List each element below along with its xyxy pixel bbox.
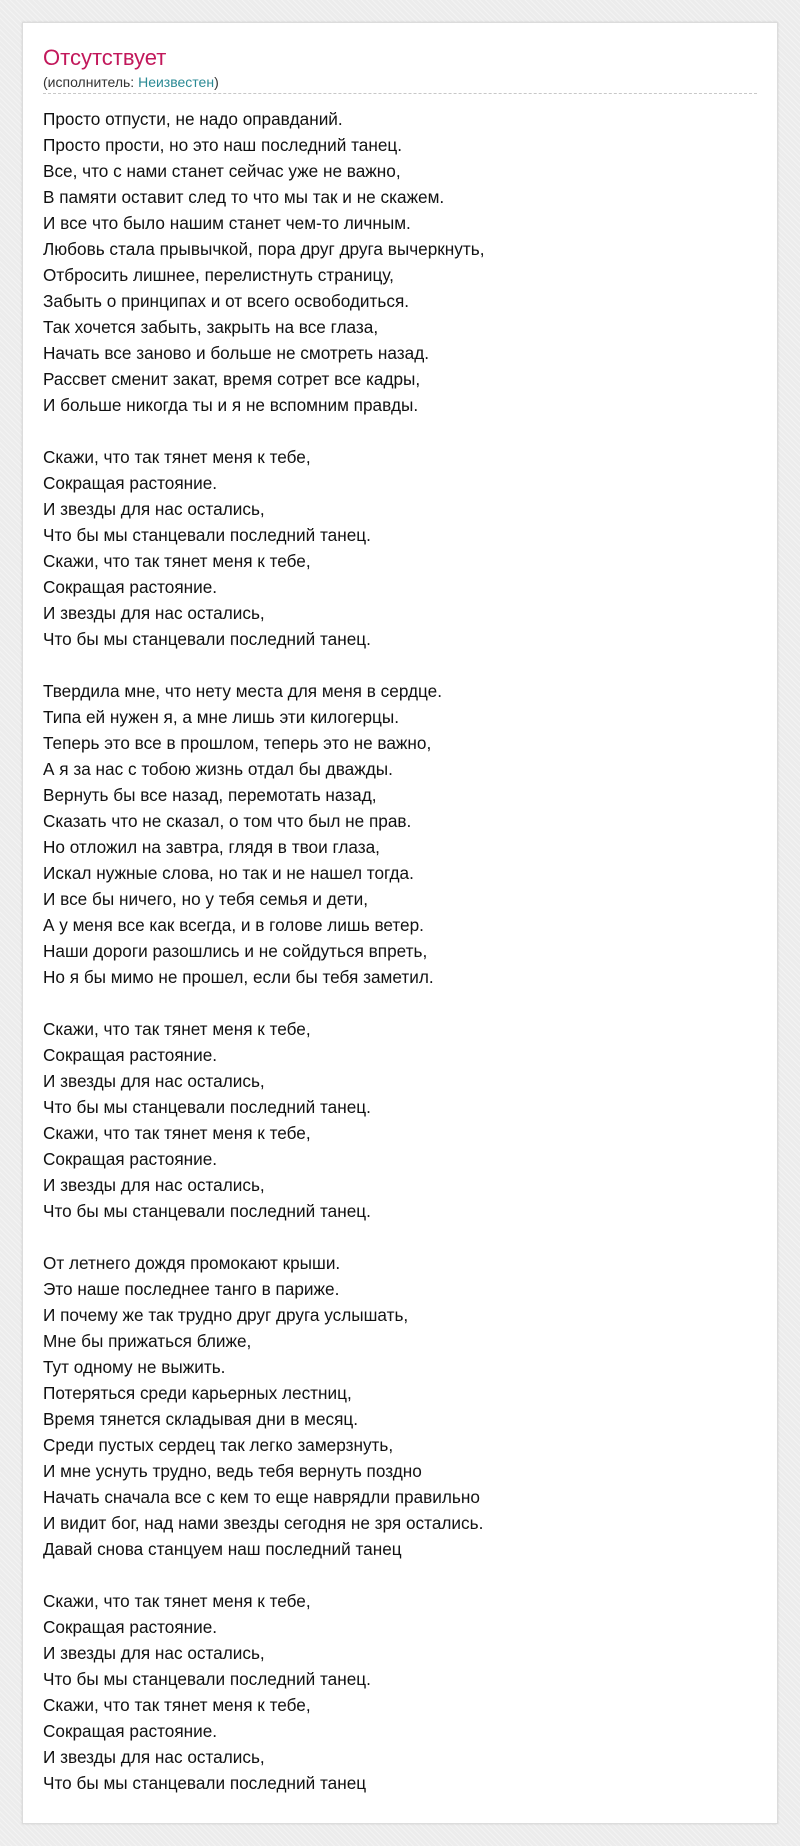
lyric-line: И звезды для нас остались, bbox=[43, 1643, 265, 1663]
lyric-line: Все, что с нами станет сейчас уже не важно, bbox=[43, 161, 401, 181]
lyrics-body bbox=[43, 106, 757, 1796]
lyrics-stanza bbox=[43, 1016, 757, 1224]
lyric-line: Что бы мы станцевали последний танец. bbox=[43, 1097, 371, 1117]
lyric-line: Что бы мы станцевали последний танец. bbox=[43, 1201, 371, 1221]
lyric-line: Сокращая растояние. bbox=[43, 473, 218, 493]
lyric-line: Мне бы прижаться ближе, bbox=[43, 1331, 252, 1351]
lyrics-stanza bbox=[43, 678, 757, 990]
artist-line bbox=[43, 73, 757, 94]
lyric-line: А я за нас с тобою жизнь отдал бы дважды. bbox=[43, 759, 393, 779]
lyric-line: Рассвет сменит закат, время сотрет все кадры, bbox=[43, 369, 421, 389]
lyric-line: И почему же так трудно друг друга услышать, bbox=[43, 1305, 409, 1325]
lyric-line: Время тянется складывая дни в месяц. bbox=[43, 1409, 359, 1429]
lyric-line: Теперь это все в прошлом, теперь это не важно, bbox=[43, 733, 432, 753]
lyric-line: Это наше последнее танго в париже. bbox=[43, 1279, 340, 1299]
lyric-line: Что бы мы станцевали последний танец bbox=[43, 1773, 367, 1793]
lyric-line: Давай снова станцуем наш последний танец bbox=[43, 1539, 402, 1559]
lyric-line: Сокращая растояние. bbox=[43, 1149, 218, 1169]
lyric-line: И звезды для нас остались, bbox=[43, 1747, 265, 1767]
lyric-line: Потеряться среди карьерных лестниц, bbox=[43, 1383, 352, 1403]
lyric-line: От летнего дождя промокают крыши. bbox=[43, 1253, 341, 1273]
lyric-line: Тут одному не выжить. bbox=[43, 1357, 226, 1377]
lyric-line: Скажи, что так тянет меня к тебе, bbox=[43, 1019, 311, 1039]
lyric-line: А у меня все как всегда, и в голове лишь ветер. bbox=[43, 915, 424, 935]
artist-link[interactable]: Неизвестен bbox=[138, 74, 215, 90]
lyric-line: И все бы ничего, но у тебя семья и дети, bbox=[43, 889, 369, 909]
lyric-line: Отбросить лишнее, перелистнуть страницу, bbox=[43, 265, 394, 285]
lyric-line: Вернуть бы все назад, перемотать назад, bbox=[43, 785, 377, 805]
lyric-line: Скажи, что так тянет меня к тебе, bbox=[43, 551, 311, 571]
lyric-line: Твердила мне, что нету места для меня в сердце. bbox=[43, 681, 443, 701]
lyric-line: Но я бы мимо не прошел, если бы тебя заметил. bbox=[43, 967, 434, 987]
lyric-line: Что бы мы станцевали последний танец. bbox=[43, 1669, 371, 1689]
lyric-line: И звезды для нас остались, bbox=[43, 1175, 265, 1195]
lyric-line: И видит бог, над нами звезды сегодня не зря остались. bbox=[43, 1513, 484, 1533]
lyrics-stanza bbox=[43, 106, 757, 418]
lyric-line: Скажи, что так тянет меня к тебе, bbox=[43, 447, 311, 467]
lyric-line: Любовь стала прывычкой, пора друг друга вычеркнуть, bbox=[43, 239, 485, 259]
lyric-line: Сокращая растояние. bbox=[43, 1045, 218, 1065]
lyric-line: Забыть о принципах и от всего освободиться. bbox=[43, 291, 410, 311]
lyric-line: Скажи, что так тянет меня к тебе, bbox=[43, 1695, 311, 1715]
lyric-line: И мне уснуть трудно, ведь тебя вернуть поздно bbox=[43, 1461, 422, 1481]
lyrics-stanza bbox=[43, 1588, 757, 1796]
lyric-line: Что бы мы станцевали последний танец. bbox=[43, 629, 371, 649]
lyric-line: И больше никогда ты и я не вспомним правды. bbox=[43, 395, 419, 415]
artist-prefix: (исполнитель: bbox=[43, 74, 139, 90]
lyrics-stanza bbox=[43, 1250, 757, 1562]
lyric-line: Типа ей нужен я, а мне лишь эти килогерцы. bbox=[43, 707, 400, 727]
lyric-line: Искал нужные слова, но так и не нашел тогда. bbox=[43, 863, 414, 883]
lyric-line: Что бы мы станцевали последний танец. bbox=[43, 525, 371, 545]
lyric-line: Просто отпусти, не надо оправданий. bbox=[43, 109, 343, 129]
lyric-line: И звезды для нас остались, bbox=[43, 499, 265, 519]
lyric-line: Сокращая растояние. bbox=[43, 1721, 218, 1741]
lyric-line: И все что было нашим станет чем-то личным. bbox=[43, 213, 411, 233]
lyric-line: Начать сначала все с кем то еще наврядли правильно bbox=[43, 1487, 480, 1507]
lyric-line: Сокращая растояние. bbox=[43, 1617, 218, 1637]
lyric-line: Среди пустых сердец так легко замерзнуть, bbox=[43, 1435, 394, 1455]
lyric-line: Сказать что не сказал, о том что был не прав. bbox=[43, 811, 412, 831]
lyric-line: Скажи, что так тянет меня к тебе, bbox=[43, 1123, 311, 1143]
lyric-line: И звезды для нас остались, bbox=[43, 603, 265, 623]
lyric-line: Наши дороги разошлись и не сойдуться впреть, bbox=[43, 941, 428, 961]
lyric-line: Но отложил на завтра, глядя в твои глаза, bbox=[43, 837, 380, 857]
lyric-line: Начать все заново и больше не смотреть назад. bbox=[43, 343, 430, 363]
lyrics-card bbox=[22, 22, 778, 1824]
song-title: Отсутствует bbox=[43, 45, 167, 70]
artist-suffix: ) bbox=[214, 74, 219, 90]
lyrics-stanza bbox=[43, 444, 757, 652]
lyric-line: Так хочется забыть, закрыть на все глаза, bbox=[43, 317, 379, 337]
lyric-line: Сокращая растояние. bbox=[43, 577, 218, 597]
lyric-line: Скажи, что так тянет меня к тебе, bbox=[43, 1591, 311, 1611]
lyric-line: И звезды для нас остались, bbox=[43, 1071, 265, 1091]
lyric-line: Просто прости, но это наш последний танец. bbox=[43, 135, 403, 155]
lyric-line: В памяти оставит след то что мы так и не скажем. bbox=[43, 187, 445, 207]
